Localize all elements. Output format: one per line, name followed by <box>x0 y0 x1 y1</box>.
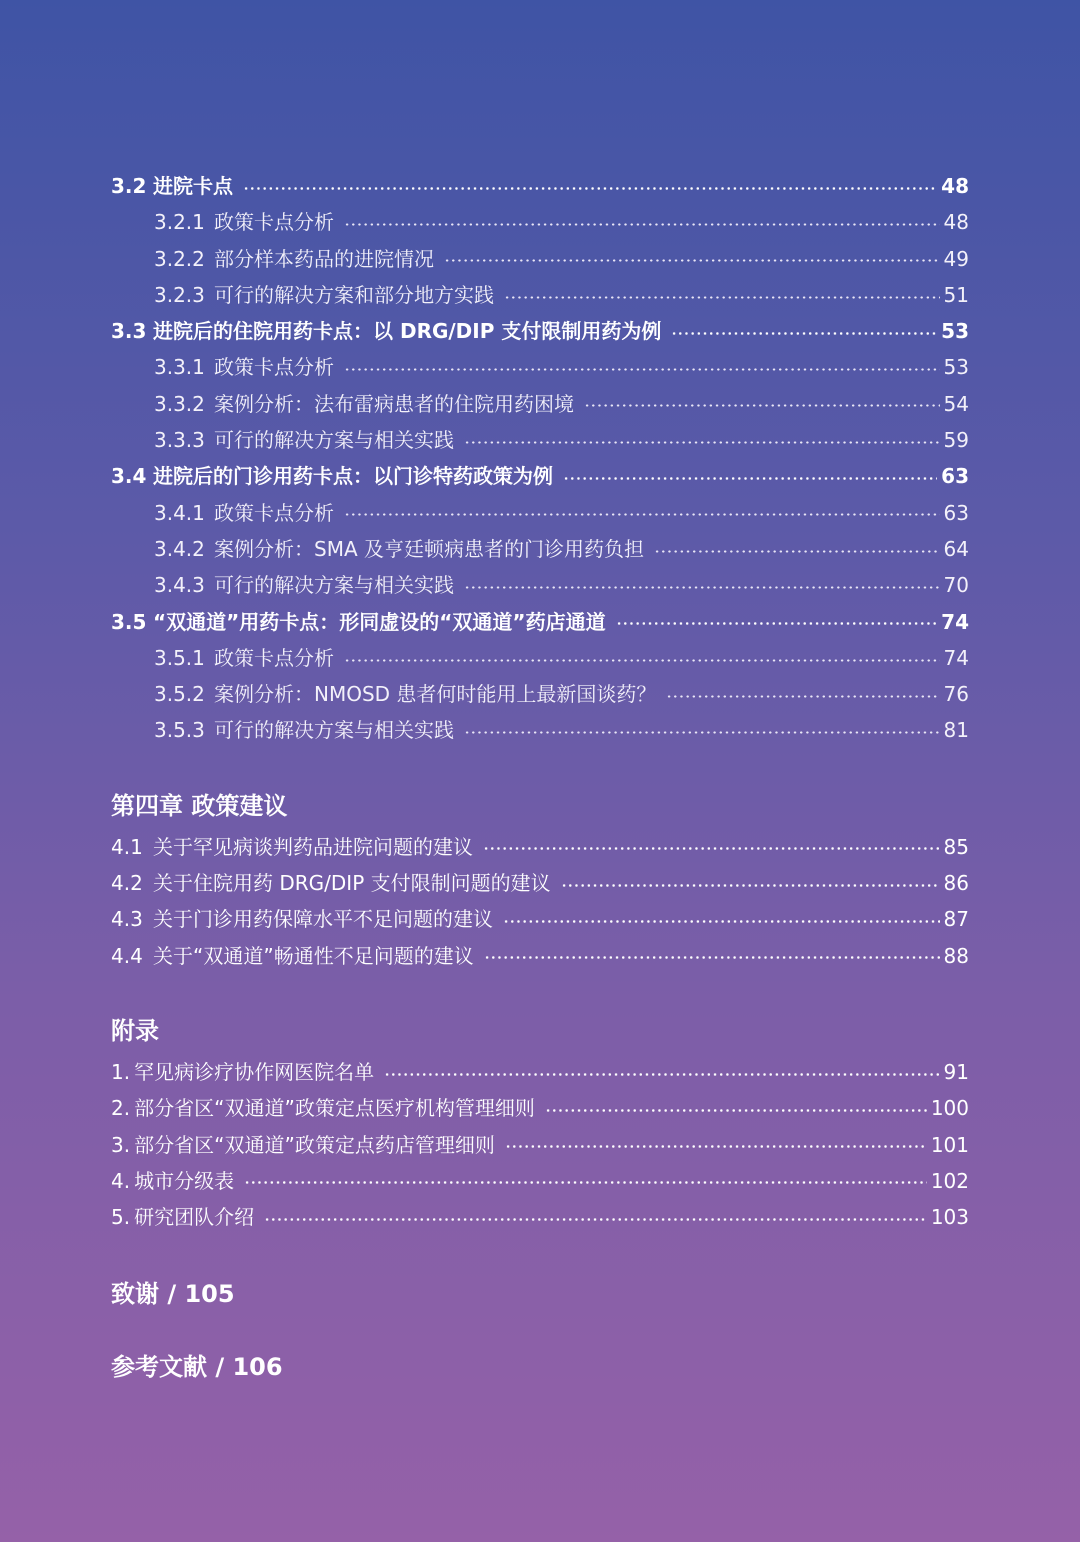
entry-page: 63 <box>941 464 969 489</box>
entry-page: 49 <box>943 246 969 271</box>
toc-entry-3-3-1[interactable] <box>111 349 969 385</box>
toc-appendix-5[interactable] <box>111 1199 969 1235</box>
dot-leader <box>344 659 940 662</box>
entry-title: 部分省区“双通道”政策定点药店管理细则 <box>134 1132 495 1157</box>
entry-page: 76 <box>943 682 969 707</box>
entry-number: 3.5 <box>111 609 147 634</box>
entry-number: 4.2 <box>111 871 143 896</box>
entry-number: 3.2.3 <box>154 282 205 307</box>
dot-leader <box>503 920 940 923</box>
toc-appendix-4[interactable] <box>111 1163 969 1199</box>
entry-title: 进院后的门诊用药卡点：以门诊特药政策为例 <box>153 464 553 489</box>
entry-page: 100 <box>930 1096 969 1121</box>
entry-number: 4.1 <box>111 834 143 859</box>
toc-entry-3-3[interactable] <box>111 313 969 349</box>
dot-leader <box>616 622 938 625</box>
toc-entry-3-4-3[interactable] <box>111 567 969 603</box>
entry-number: 3.2.1 <box>154 210 205 235</box>
dot-leader <box>464 441 940 444</box>
dot-leader <box>244 1181 927 1184</box>
entry-title: 关于住院用药 DRG/DIP 支付限制问题的建议 <box>153 871 551 896</box>
entry-page: 86 <box>943 871 969 896</box>
entry-title: 案例分析：法布雷病患者的住院用药困境 <box>214 391 574 416</box>
entry-title: 可行的解决方案与相关实践 <box>214 428 454 453</box>
entry-page: 63 <box>943 500 969 525</box>
toc-entry-3-5-2[interactable] <box>111 676 969 712</box>
toc-entry-3-5-3[interactable] <box>111 712 969 748</box>
entry-number: 3.4.2 <box>154 536 205 561</box>
entry-number: 5. <box>111 1205 131 1230</box>
entry-page: 53 <box>943 355 969 380</box>
dot-leader <box>561 884 940 887</box>
entry-title: 进院后的住院用药卡点：以 DRG/DIP 支付限制用药为例 <box>153 319 662 344</box>
entry-title: 部分省区“双通道”政策定点医疗机构管理细则 <box>134 1096 535 1121</box>
entry-page: 88 <box>943 943 969 968</box>
entry-number: 4.3 <box>111 907 143 932</box>
entry-page: 64 <box>943 536 969 561</box>
dot-leader <box>344 368 940 371</box>
entry-page: 103 <box>930 1205 969 1230</box>
dot-leader <box>654 550 940 553</box>
entry-number: 3.3.3 <box>154 428 205 453</box>
entry-page: 74 <box>941 609 969 634</box>
appendix-heading[interactable]: 附录 <box>111 1016 159 1045</box>
dot-leader <box>584 404 940 407</box>
toc-appendix-3[interactable] <box>111 1127 969 1163</box>
entry-number: 3.3 <box>111 319 147 344</box>
dot-leader <box>666 695 939 698</box>
table-of-contents <box>111 168 969 1382</box>
toc-entry-4-2[interactable] <box>111 865 969 901</box>
entry-page: 81 <box>943 718 969 743</box>
dot-leader <box>344 513 940 516</box>
entry-title: 政策卡点分析 <box>214 355 334 380</box>
dot-leader <box>505 1145 927 1148</box>
entry-number: 3.5.3 <box>154 718 205 743</box>
entry-title: 可行的解决方案与相关实践 <box>214 573 454 598</box>
entry-title: 进院卡点 <box>153 174 233 198</box>
entry-number: 4. <box>111 1168 131 1193</box>
toc-entry-3-4-2[interactable] <box>111 531 969 567</box>
entry-number: 2. <box>111 1096 131 1121</box>
entry-page: 85 <box>943 834 969 859</box>
dot-leader <box>545 1109 927 1112</box>
entry-title: 部分样本药品的进院情况 <box>214 246 434 271</box>
entry-title: “双通道”用药卡点：形同虚设的“双通道”药店通道 <box>153 609 606 634</box>
dot-leader <box>504 296 940 299</box>
toc-entry-3-2-2[interactable] <box>111 241 969 277</box>
toc-entry-3-3-3[interactable] <box>111 422 969 458</box>
toc-entry-3-3-2[interactable] <box>111 386 969 422</box>
dot-leader <box>464 731 940 734</box>
entry-title: 城市分级表 <box>134 1168 235 1193</box>
entry-title: 案例分析：NMOSD 患者何时能用上最新国谈药？ <box>214 682 657 707</box>
toc-entry-3-4-1[interactable] <box>111 495 969 531</box>
toc-entry-3-2-3[interactable] <box>111 277 969 313</box>
entry-page: 48 <box>941 174 969 198</box>
toc-appendix-1[interactable] <box>111 1054 969 1090</box>
entry-page: 51 <box>943 282 969 307</box>
toc-entry-4-1[interactable] <box>111 829 969 865</box>
entry-title: 罕见病诊疗协作网医院名单 <box>134 1059 375 1084</box>
entry-number: 3.5.2 <box>154 682 205 707</box>
entry-title: 可行的解决方案和部分地方实践 <box>214 282 494 307</box>
chapter-4-section <box>111 829 969 974</box>
dot-leader <box>384 1073 939 1076</box>
dot-leader <box>264 1218 927 1221</box>
entry-title: 关于门诊用药保障水平不足问题的建议 <box>153 907 493 932</box>
dot-leader <box>483 847 940 850</box>
toc-entry-4-4[interactable] <box>111 938 969 974</box>
entry-title: 政策卡点分析 <box>214 500 334 525</box>
appendix-section <box>111 1054 969 1235</box>
entry-page: 91 <box>943 1059 969 1084</box>
entry-number: 3.4.3 <box>154 573 205 598</box>
entry-page: 87 <box>943 907 969 932</box>
toc-entry-3-5[interactable] <box>111 604 969 640</box>
dot-leader <box>671 332 937 335</box>
chapter-3-section <box>111 168 969 749</box>
entry-page: 101 <box>930 1132 969 1157</box>
entry-title: 可行的解决方案与相关实践 <box>214 718 454 743</box>
dot-leader <box>563 477 937 480</box>
entry-page: 59 <box>943 428 969 453</box>
entry-number: 3.2.2 <box>154 246 205 271</box>
entry-page: 53 <box>941 319 969 344</box>
entry-number: 3.4.1 <box>154 500 205 525</box>
entry-title: 案例分析：SMA 及亨廷顿病患者的门诊用药负担 <box>214 536 644 561</box>
dot-leader <box>444 259 940 262</box>
entry-number: 3.3.2 <box>154 391 205 416</box>
entry-number: 3.4 <box>111 464 147 489</box>
entry-page: 48 <box>943 210 969 235</box>
entry-title: 研究团队介绍 <box>134 1205 255 1230</box>
entry-title: 关于罕见病谈判药品进院问题的建议 <box>153 834 473 859</box>
references-heading[interactable]: 参考文献 / 106 <box>111 1353 283 1382</box>
entry-number: 3. <box>111 1132 131 1157</box>
entry-page: 102 <box>930 1168 969 1193</box>
entry-number: 3.2 <box>111 174 147 198</box>
entry-number: 4.4 <box>111 943 143 968</box>
entry-number: 3.5.1 <box>154 645 205 670</box>
chapter-4-heading[interactable]: 第四章 政策建议 <box>111 791 288 820</box>
toc-entry-3-4[interactable] <box>111 458 969 494</box>
entry-title: 政策卡点分析 <box>214 210 334 235</box>
entry-title: 政策卡点分析 <box>214 645 334 670</box>
acknowledgements-heading[interactable]: 致谢 / 105 <box>111 1280 235 1309</box>
toc-appendix-2[interactable] <box>111 1090 969 1126</box>
dot-leader <box>464 586 940 589</box>
toc-entry-4-3[interactable] <box>111 901 969 937</box>
dot-leader <box>243 187 937 190</box>
entry-number: 3.3.1 <box>154 355 205 380</box>
toc-entry-3-5-1[interactable] <box>111 640 969 676</box>
entry-page: 54 <box>943 391 969 416</box>
entry-page: 74 <box>943 645 969 670</box>
entry-number: 1. <box>111 1059 131 1084</box>
toc-entry-3-2[interactable] <box>111 168 969 204</box>
entry-page: 70 <box>943 573 969 598</box>
dot-leader <box>344 223 940 226</box>
dot-leader <box>484 956 940 959</box>
entry-title: 关于“双通道”畅通性不足问题的建议 <box>153 943 474 968</box>
toc-entry-3-2-1[interactable] <box>111 204 969 240</box>
